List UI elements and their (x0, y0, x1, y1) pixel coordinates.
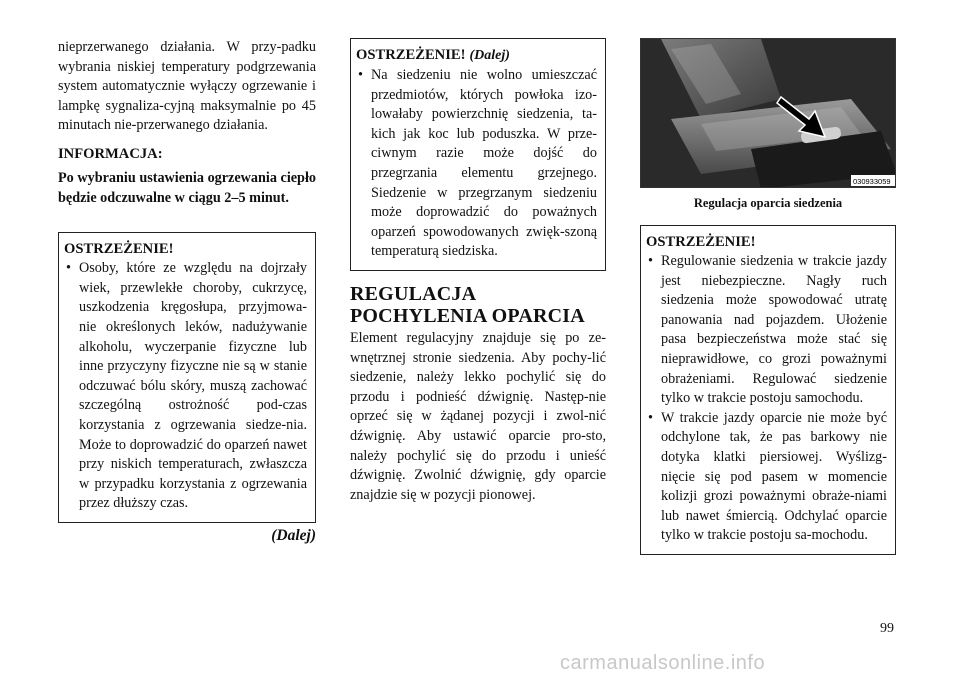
warning-box-continued (350, 38, 606, 271)
warning-item: • Na siedzeniu nie wolno umieszczać przedmiotów, których powłoka izo-lowałaby powierzchnię siedzenia, ta-kich jak koc lub poduszka. W prze-ciwnym razie może dojść do przegrzania elementu grzejnego. Siedzenie w przegrzanym siedzeniu może doprowadzić do poważnych oparzeń spowodowanych zwięk-szoną temperaturą siedziska. (356, 66, 597, 262)
warning-item: • Regulowanie siedzenia w trakcie jazdy jest niebezpieczne. Nagły ruch siedzenia może spowodować utratę panowania nad pojazdem. Ułożenie pasa bezpieczeństwa może stać się nieprawidłowe, co grozi poważnymi obrażeniami. Regulować siedzenie tylko w trakcie postoju samochodu. (646, 252, 887, 409)
column-right (640, 38, 896, 555)
seat-illustration (641, 39, 896, 188)
continued-label: (Dalej) (271, 526, 316, 544)
column-left (58, 38, 316, 545)
warning-title: OSTRZEŻENIE! (64, 241, 174, 258)
warning-list (646, 252, 887, 546)
section-heading: REGULACJA POCHYLENIA OPARCIA (350, 282, 585, 327)
seat-adjustment-photo (640, 38, 896, 188)
watermark: carmanualsonline.info (560, 652, 766, 674)
photo-caption: Regulacja oparcia siedzenia (693, 196, 843, 210)
info-heading: INFORMACJA: (58, 145, 163, 162)
warning-list (356, 66, 597, 262)
column-middle (350, 38, 606, 505)
warning-title-continued (356, 45, 597, 66)
section-paragraph: Element regulacyjny znajduje się po ze-wnętrznej stronie siedzenia. Aby pochy-lić siedzenie, należy lekko pochylić się do przodu i podnieść dźwignię. Następ-nie oprzeć się w żądanej pozycji i zwol-nić dźwignię. Aby ustawić oparcie pro-sto, należy pochylić się do przodu i unieść dźwignię. Zwolnić dźwignię, gdy oparcie znajdzie się w pozycji pionowej. (350, 329, 606, 503)
warning-title: OSTRZEŻENIE! (356, 47, 466, 63)
warning-box-heating (58, 232, 316, 523)
page-number: 99 (880, 621, 894, 636)
warning-continued-label: (Dalej) (469, 48, 510, 63)
photo-code: 030933059 (853, 177, 891, 186)
info-text: Po wybraniu ustawienia ogrzewania ciepło będzie odczuwalne w ciągu 2–5 minut. (58, 169, 316, 206)
warning-list (64, 259, 307, 514)
warning-box-adjustment (640, 225, 896, 555)
warning-item: • Osoby, które ze względu na dojrzały wiek, przewlekłe choroby, cukrzycę, uszkodzenia kręgosłupa, przyjmowa-nie określonych leków, nadużywanie alkoholu, wyczerpanie fizyczne lub inne przyczyny fizyczne nie są w stanie odczuwać bólu skóry, muszą zachować szczególną ostrożność pod-czas korzystania z ogrzewania siedze-nia. Może to doprowadzić do oparzeń nawet przy niskich temperaturach, zwłaszcza w przypadku korzystania z ogrzewania przez dłuższy czas. (64, 259, 307, 514)
warning-item: • W trakcie jazdy oparcie nie może być odchylone tak, że pas barkowy nie dotyka klatki piersiowej. Wyślizg-nięcie się pod pasem w momencie kolizji grozi poważnymi obraże-niami lub nawet śmiercią. Odchylać oparcie tylko w trakcie postoju sa-mochodu. (646, 409, 887, 546)
intro-paragraph: nieprzerwanego działania. W przy-padku wybrania niskiej temperatury podgrzewania system automatycznie wyłączy ogrzewanie i lampkę sygnaliza-cyjną maksymalnie po 45 minutach nie-przerwanego działania. (58, 39, 316, 134)
warning-title: OSTRZEŻENIE! (646, 234, 756, 250)
